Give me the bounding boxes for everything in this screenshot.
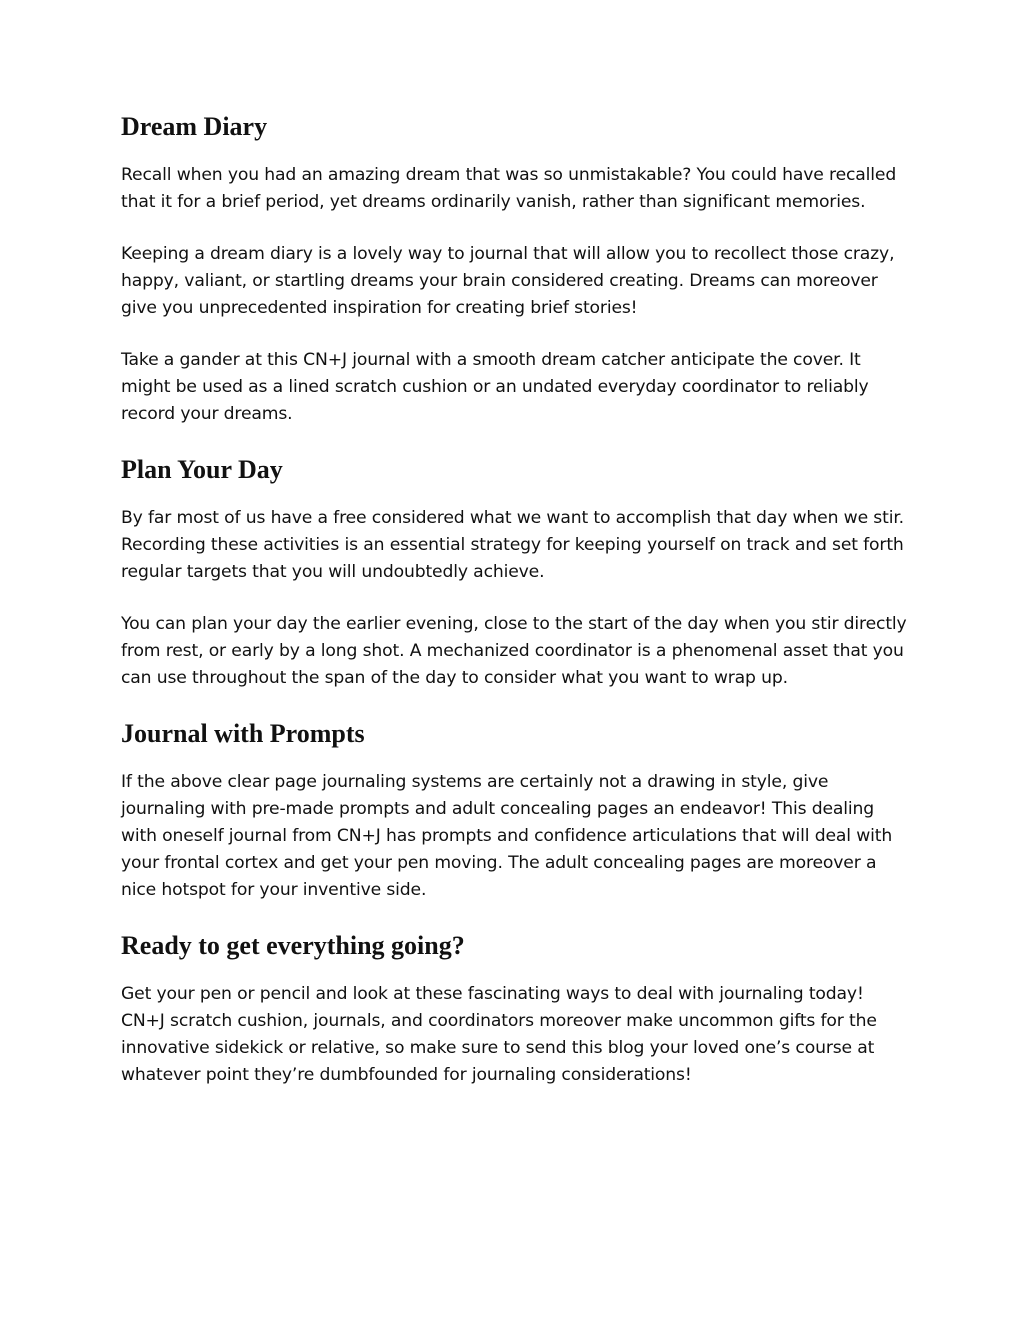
section-journal-with-prompts [121,717,911,904]
section-dream-diary [121,110,911,428]
document-page [121,110,911,1114]
heading-journal-with-prompts: Journal with Prompts [121,719,365,748]
section-ready-to-get-going [121,929,911,1089]
paragraph: You can plan your day the earlier evening, close to the start of the day when you stir directly from rest, or early by a long shot. A mechanized coordinator is a phenomenal asset that you can use throughout the span of the day to consider what you want to wrap up. [121,614,907,688]
paragraph: Take a gander at this CN+J journal with a smooth dream catcher anticipate the cover. It might be used as a lined scratch cushion or an undated everyday coordinator to reliably record your dreams. [121,350,869,424]
paragraph: Recall when you had an amazing dream that was so unmistakable? You could have recalled that it for a brief period, yet dreams ordinarily vanish, rather than significant memories. [121,165,897,212]
heading-ready-to-get-going: Ready to get everything going? [121,931,465,960]
paragraph: By far most of us have a free considered what we want to accomplish that day when we stir. Recording these activities is an essential strategy for keeping yourself on track and set forth regular targets that you will undoubtedly achieve. [121,508,904,582]
paragraph: Keeping a dream diary is a lovely way to journal that will allow you to recollect those crazy, happy, valiant, or startling dreams your brain considered creating. Dreams can moreover give you unprecedented inspiration for creating brief stories! [121,244,895,318]
paragraph: Get your pen or pencil and look at these fascinating ways to deal with journaling today! CN+J scratch cushion, journals, and coordinators moreover make uncommon gifts for the innovative sidekick or relative, so make sure to send this blog your loved one’s course at whatever point they’re dumbfounded for journaling considerations! [121,984,877,1085]
paragraph: If the above clear page journaling systems are certainly not a drawing in style, give journaling with pre-made prompts and adult concealing pages an endeavor! This dealing with oneself journal from CN+J has prompts and confidence articulations that will deal with your frontal cortex and get your pen moving. The adult concealing pages are moreover a nice hotspot for your inventive side. [121,772,893,900]
section-plan-your-day [121,453,911,692]
heading-plan-your-day: Plan Your Day [121,455,283,484]
heading-dream-diary: Dream Diary [121,112,268,141]
